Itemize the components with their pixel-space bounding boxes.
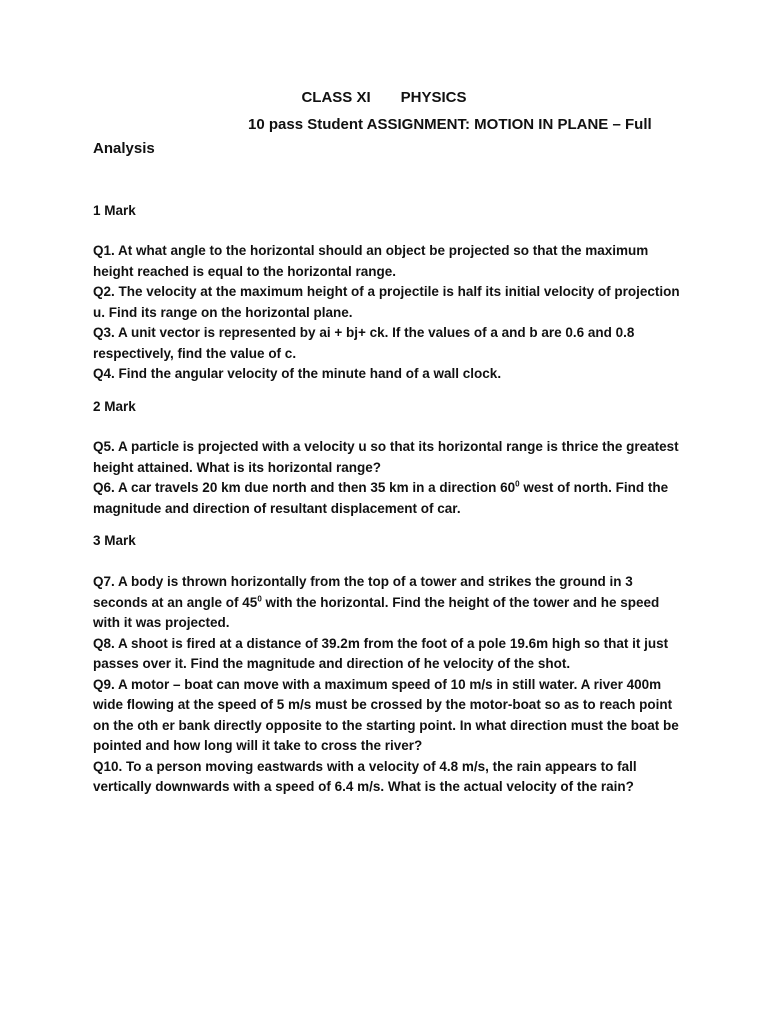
section-3-questions bbox=[93, 572, 683, 798]
degree-superscript: 0 bbox=[515, 479, 520, 489]
question-q5: Q5. A particle is projected with a velocity u so that its horizontal range is thrice the greatest height attained. What is its horizontal range? bbox=[93, 439, 679, 475]
degree-superscript: 0 bbox=[257, 594, 262, 603]
section-heading-3-mark: 3 Mark bbox=[93, 533, 136, 548]
question-q6: Q6. A car travels 20 km due north and then 35 km in a direction $60^0$ west of north. Find the magnitude and direction of resultant displacement of car. bbox=[93, 479, 669, 516]
question-q10: Q10. To a person moving eastwards with a velocity of 4.8 m/s, the rain appears to fall vertically downwards with a speed of 6.4 m/s. What is the actual velocity of the rain? bbox=[93, 758, 637, 794]
section-1-questions bbox=[93, 241, 683, 385]
section-heading-2-mark: 2 Mark bbox=[93, 399, 136, 414]
question-q9: Q9. A motor – boat can move with a maximum speed of 10 m/s in still water. A river 400m wide flowing at the speed of 5 m/s must be crossed by the motor-boat so as to reach point on the oth er bank directly opposite to the starting point. In what direction must the boat be pointed and how long will it take to cross the river? bbox=[93, 676, 679, 753]
class-label: CLASS XI bbox=[301, 89, 371, 106]
question-q1: Q1. At what angle to the horizontal should an object be projected so that the maximum height reached is equal to the horizontal range. bbox=[93, 243, 649, 279]
question-q8: Q8. A shoot is fired at a distance of 39.2m from the foot of a pole 19.6m high so that it just passes over it. Find the magnitude and direction of he velocity of the shot. bbox=[93, 635, 669, 671]
question-q2: Q2. The velocity at the maximum height of a projectile is half its initial velocity of projection u. Find its range on the horizontal plane. bbox=[93, 284, 680, 320]
question-q7: Q7. A body is thrown horizontally from the top of a tower and strikes the ground in 3 seconds at an angle of $45^0$ with the horizontal. Find the height of the tower and he speed with it was projected. bbox=[93, 574, 660, 630]
assignment-title: 10 pass Student ASSIGNMENT: MOTION IN PLANE – Full Analysis bbox=[93, 116, 652, 157]
question-q3: Q3. A unit vector is represented by ai + bj+ ck. If the values of a and b are 0.6 and 0.8 respectively, find the value of c. bbox=[93, 325, 635, 361]
section-heading-1-mark: 1 Mark bbox=[93, 203, 136, 218]
section-2-questions bbox=[93, 437, 683, 519]
subject-label: PHYSICS bbox=[400, 89, 467, 106]
question-q4: Q4. Find the angular velocity of the minute hand of a wall clock. bbox=[93, 366, 502, 381]
class-subject-heading bbox=[0, 89, 768, 106]
